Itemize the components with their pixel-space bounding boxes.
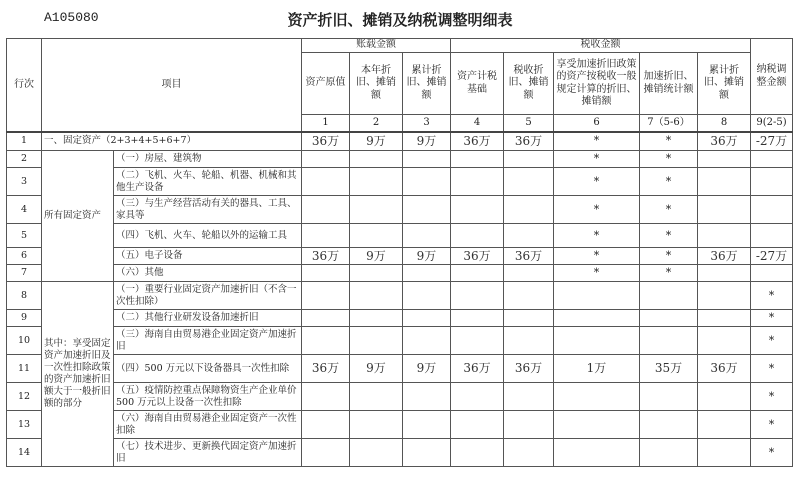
value-cell: 36万	[504, 355, 554, 383]
row-item: （二）其他行业研发设备加速折旧	[114, 310, 302, 327]
value-cell	[302, 196, 350, 224]
value-cell	[403, 282, 451, 310]
header-col-3: 累计折旧、摊销额	[403, 53, 451, 115]
value-cell	[403, 265, 451, 282]
value-cell: 36万	[698, 248, 751, 265]
value-cell	[451, 439, 504, 467]
value-cell: 9万	[403, 248, 451, 265]
value-cell	[698, 282, 751, 310]
row-item: （二）飞机、火车、轮船、机器、机械和其他生产设备	[114, 168, 302, 196]
header-row-no: 行次	[7, 39, 42, 132]
value-cell	[403, 383, 451, 411]
row-number: 9	[7, 310, 42, 327]
value-cell	[350, 168, 403, 196]
value-cell	[640, 383, 698, 411]
value-cell	[504, 327, 554, 355]
row-item: （六）海南自由贸易港企业固定资产一次性扣除	[114, 411, 302, 439]
value-cell	[504, 310, 554, 327]
value-cell	[751, 168, 793, 196]
value-cell	[698, 383, 751, 411]
value-cell	[751, 224, 793, 248]
value-cell	[403, 196, 451, 224]
value-cell	[350, 282, 403, 310]
table-row	[7, 411, 793, 439]
table-row	[7, 132, 793, 151]
value-cell	[698, 168, 751, 196]
row-item: （三）与生产经营活动有关的器具、工具、家具等	[114, 196, 302, 224]
value-cell	[451, 383, 504, 411]
value-cell	[451, 265, 504, 282]
value-cell	[640, 310, 698, 327]
value-cell	[504, 224, 554, 248]
row-number: 5	[7, 224, 42, 248]
value-cell: *	[751, 282, 793, 310]
header-col-9: 纳税调整金额	[751, 39, 793, 115]
value-cell: 9万	[350, 248, 403, 265]
value-cell	[451, 196, 504, 224]
header-num-3: 3	[403, 115, 451, 132]
group-fixed-assets: 所有固定资产	[42, 151, 114, 282]
group-accelerated: 其中：享受固定资产加速折旧及一次性扣除政策的资产加速折旧额大于一般折旧额的部分	[42, 282, 114, 467]
value-cell	[451, 310, 504, 327]
row-number: 7	[7, 265, 42, 282]
value-cell	[554, 310, 640, 327]
value-cell	[504, 265, 554, 282]
value-cell	[403, 439, 451, 467]
value-cell	[350, 327, 403, 355]
value-cell	[302, 439, 350, 467]
value-cell: *	[640, 248, 698, 265]
value-cell	[698, 196, 751, 224]
value-cell: 35万	[640, 355, 698, 383]
form-title: 资产折旧、摊销及纳税调整明细表	[287, 11, 513, 29]
value-cell	[403, 224, 451, 248]
value-cell: 36万	[698, 355, 751, 383]
value-cell: 1万	[554, 355, 640, 383]
table-row	[7, 439, 793, 467]
value-cell	[451, 411, 504, 439]
table-row	[7, 168, 793, 196]
table-row	[7, 383, 793, 411]
header-num-9: 9(2-5)	[751, 115, 793, 132]
value-cell	[504, 282, 554, 310]
value-cell: *	[640, 224, 698, 248]
value-cell	[504, 383, 554, 411]
value-cell	[350, 265, 403, 282]
value-cell: *	[554, 132, 640, 151]
header-tax-group: 税收金额	[451, 39, 751, 53]
header-col-1: 资产原值	[302, 53, 350, 115]
value-cell	[451, 224, 504, 248]
value-cell: 36万	[451, 248, 504, 265]
value-cell: -27万	[751, 132, 793, 151]
value-cell	[554, 411, 640, 439]
value-cell	[350, 411, 403, 439]
table-row	[7, 310, 793, 327]
row-number: 2	[7, 151, 42, 168]
header-col-5: 税收折旧、摊销额	[504, 53, 554, 115]
row-item: （四）500 万元以下设备器具一次性扣除	[114, 355, 302, 383]
row-item: （七）技术进步、更新换代固定资产加速折旧	[114, 439, 302, 467]
table-row	[7, 151, 793, 168]
table-row	[7, 224, 793, 248]
value-cell: *	[751, 439, 793, 467]
value-cell: 9万	[403, 355, 451, 383]
value-cell	[504, 439, 554, 467]
value-cell	[698, 327, 751, 355]
row-number: 12	[7, 383, 42, 411]
value-cell	[640, 327, 698, 355]
header-book-group: 账载金额	[302, 39, 451, 53]
value-cell	[698, 439, 751, 467]
row-item: （四）飞机、火车、轮船以外的运输工具	[114, 224, 302, 248]
row-number: 1	[7, 132, 42, 151]
value-cell: 36万	[504, 132, 554, 151]
value-cell: *	[554, 224, 640, 248]
header-num-1: 1	[302, 115, 350, 132]
value-cell	[554, 327, 640, 355]
value-cell: 36万	[451, 132, 504, 151]
value-cell	[698, 151, 751, 168]
row-number: 6	[7, 248, 42, 265]
value-cell	[350, 196, 403, 224]
value-cell: *	[554, 248, 640, 265]
value-cell	[302, 327, 350, 355]
value-cell	[350, 224, 403, 248]
row-number: 13	[7, 411, 42, 439]
value-cell: *	[640, 168, 698, 196]
header-num-4: 4	[451, 115, 504, 132]
value-cell	[451, 151, 504, 168]
form-code: A105080	[44, 10, 99, 25]
value-cell: *	[751, 355, 793, 383]
value-cell: 36万	[302, 132, 350, 151]
value-cell: *	[751, 327, 793, 355]
header-item: 项目	[42, 39, 302, 132]
value-cell	[403, 411, 451, 439]
value-cell	[751, 196, 793, 224]
value-cell	[403, 327, 451, 355]
value-cell	[451, 327, 504, 355]
value-cell	[403, 151, 451, 168]
table-row	[7, 248, 793, 265]
row-number: 14	[7, 439, 42, 467]
value-cell	[698, 224, 751, 248]
value-cell	[302, 168, 350, 196]
value-cell	[554, 282, 640, 310]
value-cell	[350, 151, 403, 168]
header-num-8: 8	[698, 115, 751, 132]
table-row	[7, 355, 793, 383]
value-cell: 36万	[504, 248, 554, 265]
value-cell: *	[554, 151, 640, 168]
header-num-2: 2	[350, 115, 403, 132]
value-cell: *	[751, 411, 793, 439]
value-cell	[640, 439, 698, 467]
row-number: 11	[7, 355, 42, 383]
value-cell	[640, 411, 698, 439]
value-cell	[554, 439, 640, 467]
header-col-8: 累计折旧、摊销额	[698, 53, 751, 115]
value-cell	[451, 168, 504, 196]
row-item: （一）重要行业固定资产加速折旧（不含一次性扣除）	[114, 282, 302, 310]
value-cell: *	[640, 132, 698, 151]
value-cell	[504, 168, 554, 196]
value-cell	[302, 265, 350, 282]
value-cell: -27万	[751, 248, 793, 265]
value-cell: *	[640, 196, 698, 224]
value-cell	[751, 265, 793, 282]
depreciation-table	[6, 38, 793, 467]
value-cell: *	[640, 265, 698, 282]
row-item: （五）电子设备	[114, 248, 302, 265]
value-cell: *	[554, 196, 640, 224]
table-row	[7, 265, 793, 282]
value-cell: *	[554, 265, 640, 282]
header-col-2: 本年折旧、摊销额	[350, 53, 403, 115]
row-item: （六）其他	[114, 265, 302, 282]
value-cell	[302, 282, 350, 310]
value-cell	[640, 282, 698, 310]
row-number: 4	[7, 196, 42, 224]
row-item: （一）房屋、建筑物	[114, 151, 302, 168]
header-col-4: 资产计税基础	[451, 53, 504, 115]
value-cell: *	[640, 151, 698, 168]
value-cell: *	[554, 168, 640, 196]
value-cell	[504, 151, 554, 168]
value-cell	[302, 151, 350, 168]
value-cell	[751, 151, 793, 168]
value-cell	[302, 411, 350, 439]
value-cell: 9万	[350, 132, 403, 151]
row-item: 一、固定资产（2+3+4+5+6+7）	[42, 132, 302, 151]
row-number: 10	[7, 327, 42, 355]
header-col-7: 加速折旧、摊销统计额	[640, 53, 698, 115]
table-row	[7, 196, 793, 224]
table-row	[7, 282, 793, 310]
header-col-6: 享受加速折旧政策的资产按税收一般规定计算的折旧、摊销额	[554, 53, 640, 115]
value-cell: 36万	[302, 355, 350, 383]
value-cell	[350, 310, 403, 327]
value-cell	[302, 310, 350, 327]
value-cell	[504, 411, 554, 439]
value-cell	[504, 196, 554, 224]
row-item: （五）疫情防控重点保障物资生产企业单价 500 万元以上设备一次性扣除	[114, 383, 302, 411]
row-number: 3	[7, 168, 42, 196]
value-cell: 9万	[350, 355, 403, 383]
row-item: （三）海南自由贸易港企业固定资产加速折旧	[114, 327, 302, 355]
value-cell	[554, 383, 640, 411]
value-cell: 36万	[302, 248, 350, 265]
header-num-6: 6	[554, 115, 640, 132]
value-cell: *	[751, 310, 793, 327]
table-row	[7, 327, 793, 355]
header-num-7: 7（5-6）	[640, 115, 698, 132]
value-cell: *	[751, 383, 793, 411]
value-cell: 9万	[403, 132, 451, 151]
value-cell	[403, 168, 451, 196]
value-cell	[302, 224, 350, 248]
value-cell	[350, 383, 403, 411]
value-cell	[302, 383, 350, 411]
value-cell	[350, 439, 403, 467]
row-number: 8	[7, 282, 42, 310]
value-cell: 36万	[698, 132, 751, 151]
value-cell	[698, 265, 751, 282]
value-cell	[698, 411, 751, 439]
value-cell: 36万	[451, 355, 504, 383]
header-num-5: 5	[504, 115, 554, 132]
value-cell	[403, 310, 451, 327]
value-cell	[698, 310, 751, 327]
value-cell	[451, 282, 504, 310]
